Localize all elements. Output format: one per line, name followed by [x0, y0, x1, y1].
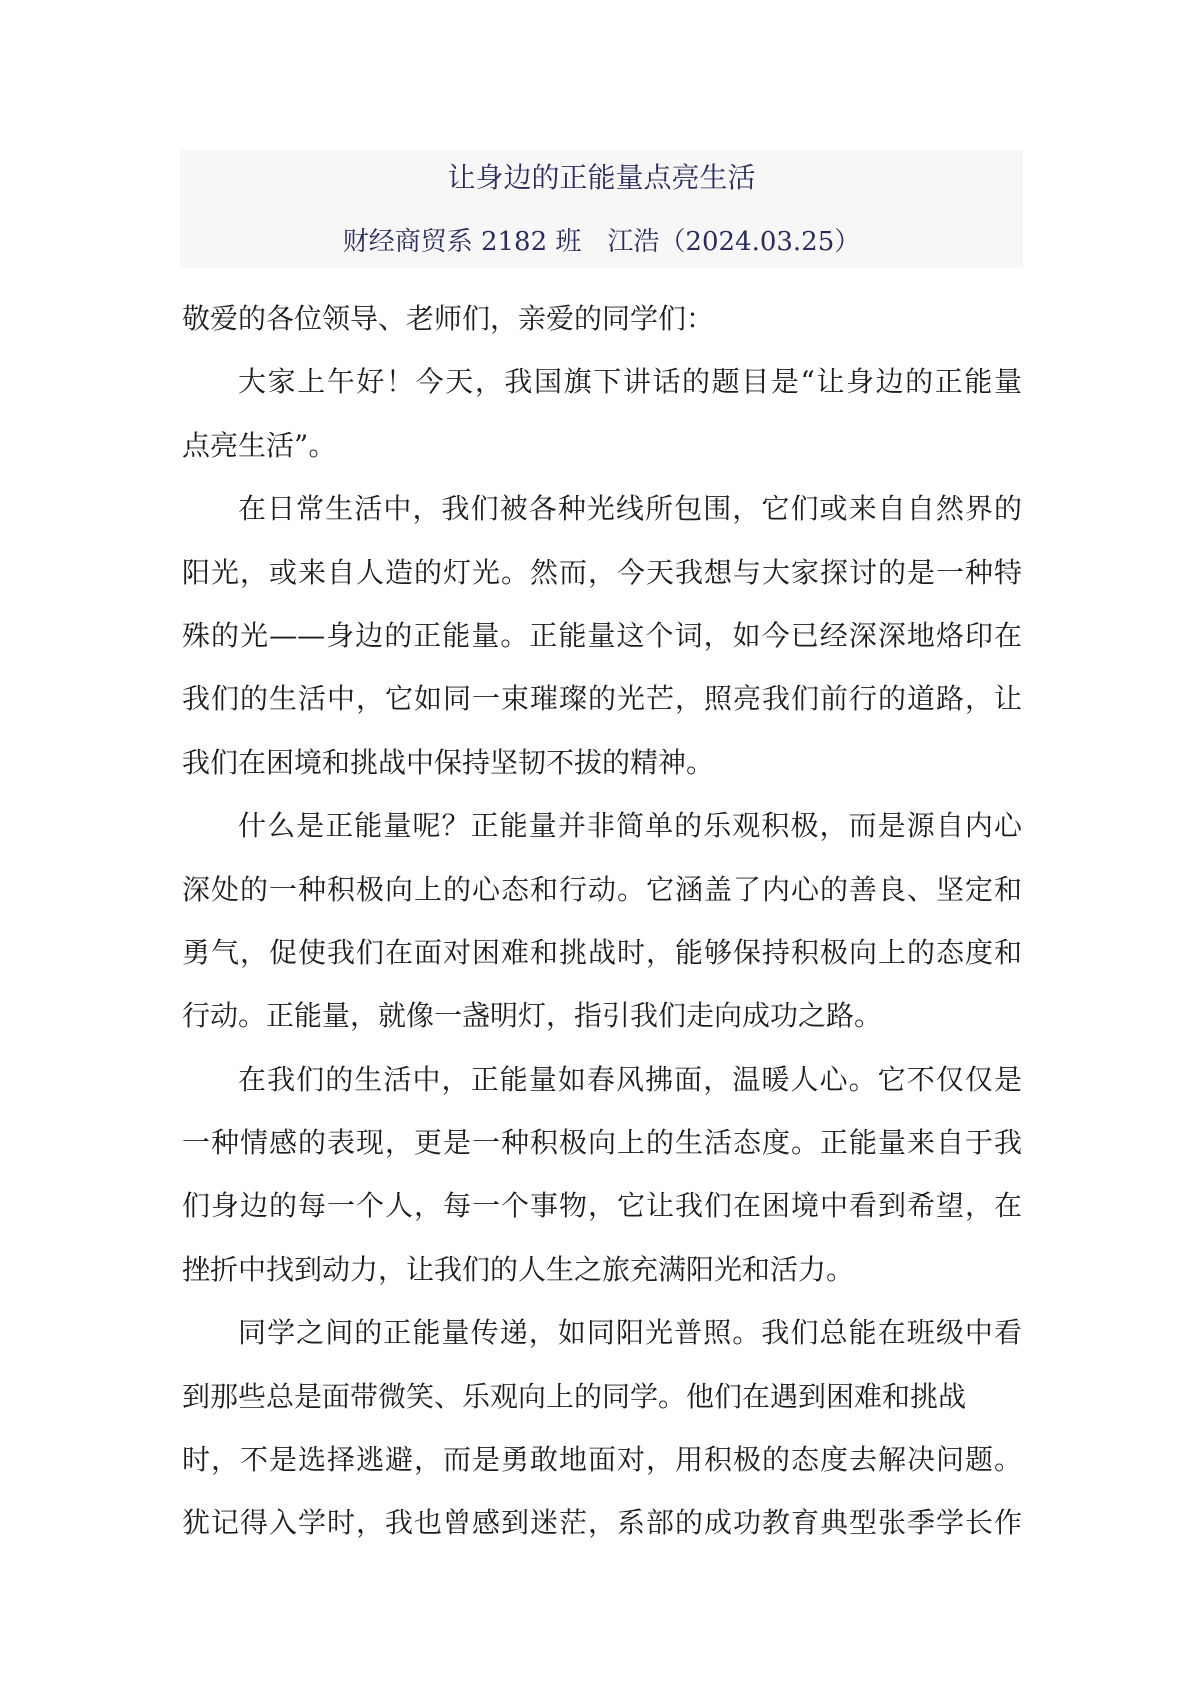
document-byline: 财经商贸系 2182 班 江浩（2024.03.25）: [342, 227, 861, 257]
body-line: 一种情感的表现，更是一种积极向上的生活态度。正能量来自于我: [182, 1126, 1022, 1160]
body-line: 我们在困境和挑战中保持坚韧不拔的精神。: [182, 745, 715, 779]
body-line: 犹记得入学时，我也曾感到迷茫，系部的成功教育典型张季学长作: [182, 1506, 1022, 1540]
body-line: 行动。正能量，就像一盏明灯，指引我们走向成功之路。: [182, 999, 883, 1033]
body-line: 深处的一种积极向上的心态和行动。它涵盖了内心的善良、坚定和: [182, 872, 1022, 906]
body-line: 什么是正能量呢？正能量并非简单的乐观积极，而是源自内心: [238, 809, 1022, 843]
document-body: [182, 287, 1022, 1555]
body-line: 我们的生活中，它如同一束璀璨的光芒，照亮我们前行的道路，让: [182, 682, 1022, 716]
body-line: 到那些总是面带微笑、乐观向上的同学。他们在遇到困难和挑战: [182, 1379, 967, 1413]
body-line: 同学之间的正能量传递，如同阳光普照。我们总能在班级中看: [238, 1316, 1022, 1350]
body-line: 点亮生活”。: [182, 428, 337, 462]
body-line: 敬爱的各位领导、老师们，亲爱的同学们：: [182, 302, 715, 335]
body-line: 时，不是选择逃避，而是勇敢地面对，用积极的态度去解决问题。: [182, 1443, 1022, 1477]
body-line: 勇气，促使我们在面对困难和挑战时，能够保持积极向上的态度和: [182, 935, 1022, 969]
document-title: 让身边的正能量点亮生活: [447, 161, 756, 194]
body-line: 在我们的生活中，正能量如春风拂面，温暖人心。它不仅仅是: [238, 1062, 1022, 1096]
body-line: 挫折中找到动力，让我们的人生之旅充满阳光和活力。: [182, 1252, 855, 1286]
body-line: 在日常生活中，我们被各种光线所包围，它们或来自自然界的: [238, 492, 1022, 526]
body-line: 们身边的每一个人，每一个事物，它让我们在困境中看到希望，在: [182, 1189, 1022, 1223]
body-line: 大家上午好！今天，我国旗下讲话的题目是“让身边的正能量: [238, 365, 1022, 399]
body-line: 阳光，或来自人造的灯光。然而，今天我想与大家探讨的是一种特: [182, 555, 1022, 589]
body-line: 殊的光——身边的正能量。正能量这个词，如今已经深深地烙印在: [182, 618, 1022, 652]
